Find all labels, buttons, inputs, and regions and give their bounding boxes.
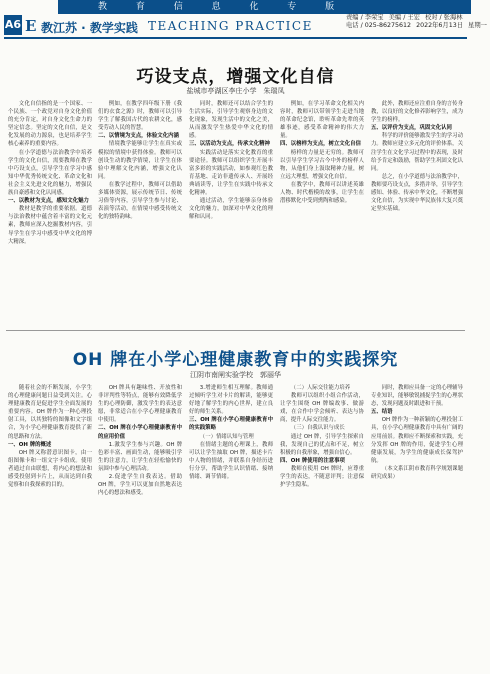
- paragraph: 例如，在教学四年级下册《我们的衣食之源》时，教师可以引导学生了解我国古代的农耕文化，感受劳动人民的智慧。: [98, 101, 182, 132]
- article2-column: [8, 384, 92, 670]
- paragraph: 榜样的力量是无穷的。教师可以引导学生学习古今中外的榜样人物，从他们身上汲取精神力量，树立远大理想，增强文化自信。: [280, 149, 364, 180]
- info-line-2: [346, 22, 487, 30]
- paragraph: （一）情绪认知与管理: [199, 433, 254, 440]
- paragraph: 教师可以组织小组合作活动，让学生围绕 OH 牌编故事、做游戏，在合作中学会倾听、表达与协商，提升人际交往能力。: [280, 393, 364, 424]
- section-heading: 五、结语: [371, 409, 393, 416]
- paragraph: 通过 OH 牌，引导学生探索自我，发现自己的优点和不足，树立积极的自我形象，增强自信心。: [280, 433, 364, 456]
- article1-title: 巧设支点，增强文化自信: [136, 67, 335, 87]
- page-number: A6: [4, 15, 22, 35]
- section-heading: 四、以榜样为支点，树立文化自信: [280, 141, 361, 148]
- article2-title: OH 牌在小学心理健康教育中的实践探究: [72, 350, 399, 370]
- paragraph: 科学的评价能够激发学生的学习动力。教师应建立多元化的评价体系，关注学生在文化学习过程中的表现，及时给予肯定和鼓励，帮助学生巩固文化认同。: [371, 133, 463, 172]
- weekday: 星期一: [468, 22, 487, 30]
- paragraph: 情境教学能够让学生在真实或模拟的情境中获得体验。教师可以创设生动的教学情境，让学生在体验中理解文化内涵，增强文化认同。: [98, 141, 182, 180]
- paragraph: 同时，教师还可以结合学生的生活实际，引导学生观察身边的文化现象，发现生活中的文化之美，从而激发学生热爱中华文化的情感。: [189, 101, 273, 140]
- section-heading: 一、OH 牌的概述: [8, 441, 52, 448]
- paragraph: 随着社会的不断发展，小学生的心理健康问题日益受到关注。心理健康教育是促进学生全面发展的重要内容。OH 牌作为一种心理投射工具，以其独特的图像和文字组合，为小学心理健康教育提供了新的思路和方法。: [8, 385, 92, 440]
- paragraph: （三）自我认识与成长: [290, 425, 345, 432]
- section-heading: 四、OH 牌使用的注意事项: [280, 457, 345, 464]
- paragraph: 文化自信指的是一个国家、一个民族、一个政党对自身文化价值的充分肯定，对自身文化生命力的坚定信念。坚定的文化自信，是文化发展的动力源泉，也是培养学生核心素养的重要内容。: [8, 101, 92, 148]
- section-heading: 一、以教材为支点，感知文化魅力: [8, 198, 89, 205]
- paragraph: （本文系江阴市教育科学规划课题研究成果）: [371, 465, 463, 481]
- article1-author: 盐城市亭湖区李庄小学 朱瑞凤: [186, 87, 285, 95]
- date: 2022年6月13日: [416, 22, 464, 30]
- section-name: 教江苏 · 教学实践: [41, 21, 138, 35]
- section-heading: 五、以评价为支点，巩固文化认同: [371, 125, 452, 132]
- phone: 电话 / 025-86275612: [346, 22, 412, 30]
- article1-column: [189, 100, 273, 324]
- article2-column: [98, 384, 182, 670]
- paragraph: OH 牌具有趣味性、开放性和非评判性等特点，能够有效降低学生的心理防御，激发学生的表达意愿，非常适合在小学心理健康教育中使用。: [98, 385, 182, 424]
- section-heading: 三、以活动为支点，传承文化精神: [189, 141, 270, 148]
- paragraph: 在教学过程中，教师可以借助多媒体资源，展示传统节日、传统习俗等内容，引导学生参与讨论、表演等活动，在情境中感受传统文化的独特韵味。: [98, 181, 182, 221]
- article1-column: [280, 100, 364, 324]
- article2-author: 江阴市南闸实验学校 郭丽华: [190, 371, 281, 379]
- masthead-tagline: 教 育 信 息 化 专 版: [58, 0, 471, 14]
- proofreader: 校对 / 张海林: [424, 14, 463, 21]
- article1-column: [98, 100, 182, 324]
- masthead-rule: [4, 37, 467, 39]
- paragraph: 1.激发学生参与兴趣。OH 牌色彩丰富、画面生动，能够吸引学生的注意力，让学生在轻松愉快的氛围中参与心理活动。: [98, 441, 182, 472]
- section-heading: 二、以情境为支点，体验文化内涵: [98, 133, 179, 140]
- section-heading: 三、OH 牌在小学心理健康教育中的实践策略: [189, 417, 273, 432]
- paragraph: OH 牌作为一种新颖的心理投射工具，在小学心理健康教育中具有广阔的应用前景。教师应不断探索和实践，充分发挥 OH 牌的作用，促进学生心理健康发展，为学生的健康成长保驾护航。: [371, 417, 463, 464]
- article2-column: [280, 384, 364, 670]
- paragraph: 教师在使用 OH 牌时，应尊重学生的表达，不随意评判；注意保护学生隐私。: [280, 465, 364, 489]
- paragraph: 教材是教学的重要依据。道德与法治教材中蕴含着丰富的文化元素，教师应深入挖掘教材内容，引导学生在学习中感受中华文化的博大精深。: [8, 206, 92, 245]
- paragraph: （二）人际交往能力培养: [290, 385, 351, 391]
- editor: 责编 / 李荣宝: [346, 14, 384, 21]
- paragraph: 总之，在小学道德与法治教学中，教师要巧设支点，多措并举，引导学生感知、体验、传承中华文化，不断增强文化自信，为实现中华民族伟大复兴奠定坚实基础。: [371, 173, 463, 213]
- paragraph: OH 牌又称潜意识图卡，由一组图像卡和一组文字卡组成。使用者通过自由联想，将内心的想法和感受投射到卡片上，从而达到自我觉察和自我探索的目的。: [8, 449, 92, 489]
- paragraph: 此外，教师还应注重自身的言传身教，以良好的文化修养影响学生，成为学生的榜样。: [371, 101, 463, 124]
- masthead-info: [346, 14, 487, 31]
- article2-column: [371, 384, 463, 670]
- paragraph: 在小学道德与法治教学中培养学生的文化自信，需要教师在教学中巧设支点，引导学生在学习中感知中华优秀传统文化、革命文化和社会主义先进文化的魅力，增强民族自豪感和文化认同感。: [8, 149, 92, 197]
- masthead: [0, 0, 487, 36]
- paragraph: 实践活动是落实文化教育的重要途径。教师可以组织学生开展丰富多彩的实践活动，如参观红色教育基地、走访非遗传承人、开展经典诵读等，让学生在实践中传承文化精神。: [189, 149, 273, 197]
- paragraph: 同时，教师应具备一定的心理辅导专业知识，能够敏锐捕捉学生的心理状态，发现问题及时跟进和干预。: [371, 385, 463, 408]
- section-heading: 二、OH 牌在小学心理健康教育中的应用价值: [98, 425, 182, 440]
- section-letter: E: [25, 17, 37, 35]
- article-divider: [6, 330, 465, 331]
- paragraph: 例如，在学习革命文化相关内容时，教师可以带领学生走进当地的革命纪念馆，聆听革命先辈的英雄事迹，感受革命精神的伟大力量。: [280, 101, 364, 140]
- article1-column: [8, 100, 92, 324]
- paragraph: 3.增进师生相互理解。教师通过倾听学生对卡片的解读，能够更好地了解学生的内心世界，建立良好的师生关系。: [189, 385, 273, 416]
- paragraph: 通过活动，学生能够亲身体验文化的魅力，加深对中华文化的理解和认同。: [189, 198, 273, 221]
- designer: 美编 / 王宏: [388, 14, 420, 21]
- paragraph: 在情绪主题的心理课上，教师可以让学生抽取 OH 牌，描述卡片中人物的情绪，并联系自身经历进行分享，帮助学生认识情绪、接纳情绪、调节情绪。: [189, 441, 273, 481]
- paragraph: 在教学中，教师可以讲述英雄人物、时代楷模的故事，让学生在潜移默化中受到熏陶和感染。: [280, 181, 364, 205]
- section-english: TEACHING PRACTICE: [148, 19, 313, 33]
- paragraph: 2.促进学生自我表达。借助 OH 牌，学生可以更加自然地表达内心的想法和感受。: [98, 474, 182, 497]
- article2-column: [189, 384, 273, 670]
- article1-column: [371, 100, 463, 324]
